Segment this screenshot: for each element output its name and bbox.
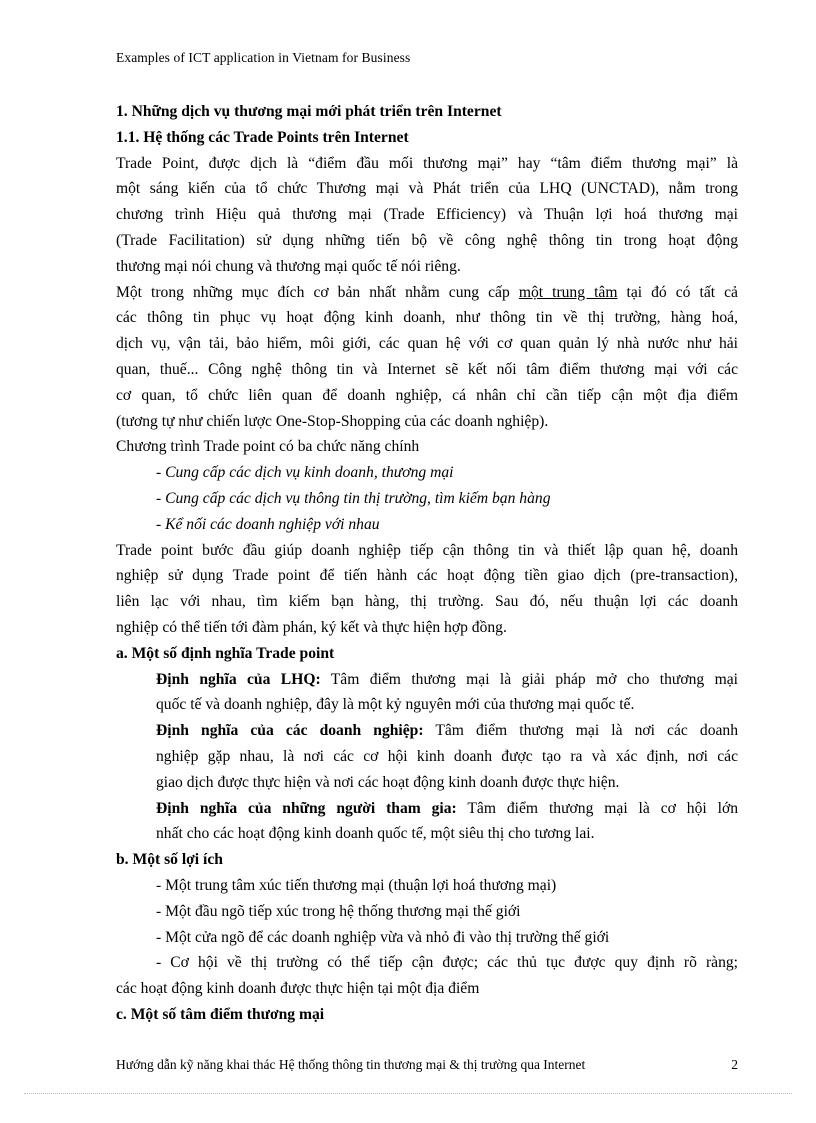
underlined-phrase: một trung tâm: [518, 283, 618, 301]
section-c-title: c. Một số tâm điểm thương mại: [116, 1005, 325, 1023]
definition-block: [116, 667, 738, 848]
definition-line: [156, 796, 738, 822]
page-header: Examples of ICT application in Vietnam for Business: [116, 50, 411, 65]
definition-line: [156, 667, 738, 693]
para-1-line: (Trade Facilitation) sử dụng những tiến bộ về công nghệ thông tin trong hoạt động: [116, 231, 738, 249]
para-1-line: thương mại nói chung và thương mại quốc tế nói riêng.: [116, 257, 461, 275]
page-bottom-divider: [24, 1093, 792, 1094]
section-1-1-title: 1.1. Hệ thống các Trade Points trên Internet: [116, 128, 409, 146]
definition-label: Định nghĩa của LHQ:: [156, 670, 321, 688]
para-4-line: nghiệp có thể tiến tới đàm phán, ký kết và thực hiện hợp đồng.: [116, 618, 507, 636]
definition-label: Định nghĩa của những người tham gia:: [156, 799, 457, 817]
section-b-title: b. Một số lợi ích: [116, 851, 223, 869]
para-2-line: cơ quan, tổ chức liên quan để doanh nghiệp, cá nhân chỉ cần tiếp cận một địa điểm: [116, 386, 738, 404]
definition-text: Tâm điểm thương mại là nơi các doanh: [423, 722, 739, 740]
definition-label: Định nghĩa của các doanh nghiệp:: [156, 722, 424, 740]
definition-line: nhất cho các hoạt động kinh doanh quốc tế, một siêu thị cho tương lai.: [156, 825, 595, 843]
definition-text: Tâm điểm thương mại là giải pháp mở cho thương mại: [320, 670, 738, 688]
para-4-line: nghiệp sử dụng Trade point để tiến hành các hoạt động tiền giao dịch (pre-transaction),: [116, 567, 738, 585]
definition-line: quốc tế và doanh nghiệp, đây là một kỷ nguyên mới của thương mại quốc tế.: [156, 696, 635, 714]
para-1-line: một sáng kiến của tổ chức Thương mại và Phát triển của LHQ (UNCTAD), nằm trong: [116, 180, 738, 198]
para-2-text: tại đó có tất cả: [617, 283, 738, 301]
para-2-line: các thông tin phục vụ hoạt động kinh doanh, như thông tin về thị trường, hàng hoá,: [116, 309, 738, 327]
para-1-line: chương trình Hiệu quả thương mại (Trade Efficiency) và Thuận lợi hoá thương mại: [116, 206, 738, 224]
benefit-item: - Một cửa ngõ để các doanh nghiệp vừa và nhỏ đi vào thị trường thế giới: [156, 928, 610, 946]
para-4-line: liên lạc với nhau, tìm kiếm bạn hàng, thị trường. Sau đó, nếu thuận lợi các doanh: [116, 593, 738, 611]
benefit-item: - Một đầu ngõ tiếp xúc trong hệ thống thương mại thế giới: [156, 902, 521, 920]
function-item: - Cung cấp các dịch vụ thông tin thị trường, tìm kiếm bạn hàng: [156, 489, 551, 507]
para-1-line: Trade Point, được dịch là “điểm đầu mối thương mại” hay “tâm điểm thương mại” là: [116, 154, 738, 172]
section-1-title: 1. Những dịch vụ thương mại mới phát triển trên Internet: [116, 103, 502, 120]
para-2-line: (tương tự như chiến lược One-Stop-Shopping của các doanh nghiệp).: [116, 412, 549, 430]
para-2-text: Một trong những mục đích cơ bản nhất nhằm cung cấp: [116, 283, 519, 301]
para-4-line: Trade point bước đầu giúp doanh nghiệp tiếp cận thông tin và thiết lập quan hệ, doanh: [116, 541, 738, 559]
benefit-item: - Cơ hội về thị trường có thể tiếp cận được; các thủ tục được quy định rõ ràng;: [156, 954, 738, 972]
definition-line: nghiệp gặp nhau, là nơi các cơ hội kinh doanh được tạo ra và xác định, nơi các: [156, 747, 738, 765]
definition-text: Tâm điểm thương mại là cơ hội lớn: [456, 799, 738, 817]
para-2-line: [116, 280, 738, 306]
function-item: - Kể nối các doanh nghiệp với nhau: [156, 515, 380, 533]
para-2-line: dịch vụ, vận tải, bảo hiểm, môi giới, các quan hệ với cơ quan quản lý nhà nước như hải: [116, 335, 738, 353]
para-2-line: quan, thuế... Công nghệ thông tin và Internet sẽ kết nối tâm điểm thương mại với các: [116, 360, 738, 378]
definition-line: [156, 718, 738, 744]
function-item: - Cung cấp các dịch vụ kinh doanh, thương mại: [156, 464, 454, 482]
page-number: 2: [731, 1057, 738, 1072]
page-footer: [116, 1057, 738, 1073]
footer-text: Hướng dẫn kỹ năng khai thác Hệ thống thông tin thương mại & thị trường qua Internet: [116, 1057, 586, 1072]
page-content: [116, 99, 738, 1028]
para-3: Chương trình Trade point có ba chức năng chính: [116, 438, 420, 456]
benefit-item: - Một trung tâm xúc tiến thương mại (thuận lợi hoá thương mại): [156, 876, 557, 894]
benefit-item-continued: các hoạt động kinh doanh được thực hiện tại một địa điểm: [116, 980, 480, 998]
section-a-title: a. Một số định nghĩa Trade point: [116, 644, 335, 662]
definition-line: giao dịch được thực hiện và nơi các hoạt động kinh doanh được thực hiện.: [156, 773, 620, 791]
